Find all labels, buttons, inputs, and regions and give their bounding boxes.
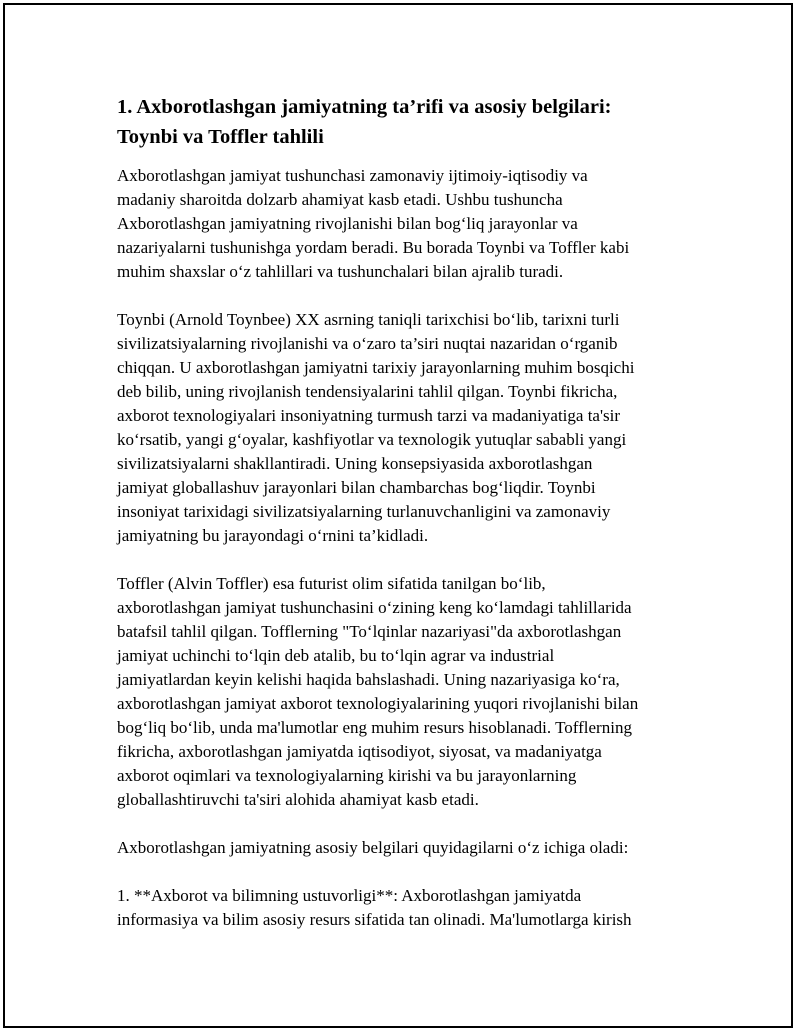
- document-title: 1. Axborotlashgan jamiyatning ta’rifi va asosiy belgilari: Toynbi va Toffler tahlili: [117, 96, 612, 148]
- paragraph-toynbee: Toynbi (Arnold Toynbee) XX asrning taniqli tarixchisi bo‘lib, tarixni turli sivilizatsiyalarning rivojlanishi va o‘zaro ta’siri nuqtai nazaridan o‘rganib chiqqan. U axborotlashgan jamiyatni tarixiy jarayonlarning muhim bosqichi deb bilib, uning rivojlanish tendensiyalarini tahlil qilgan. Toynbi fikricha, axborot texnologiyalari insoniyatning turmush tarzi va madaniyatiga ta'sir ko‘rsatib, yangi g‘oyalar, kashfiyotlar va texnologik yutuqlar sababli yangi sivilizatsiyalarni shakllantiradi. Uning konsepsiyasida axborotlashgan jamiyat globallashuv jarayonlari bilan chambarchas bog‘liqdir. Toynbi insoniyat tarixidagi sivilizatsiyalarning turlanuvchanligini va zamonaviy jamiyatning bu jarayondagi o‘rnini ta’kidladi.: [117, 310, 635, 545]
- paragraph-intro: Axborotlashgan jamiyat tushunchasi zamonaviy ijtimoiy-iqtisodiy va madaniy sharoitda dolzarb ahamiyat kasb etadi. Ushbu tushuncha Axborotlashgan jamiyatning rivojlanishi bilan bog‘liq jarayonlar va nazariyalarni tushunishga yordam beradi. Bu borada Toynbi va Toffler kabi muhim shaxslar o‘z tahlillari va tushunchalari bilan ajralib turadi.: [117, 166, 630, 281]
- paragraph-toffler: Toffler (Alvin Toffler) esa futurist olim sifatida tanilgan bo‘lib, axborotlashgan jamiyat tushunchasini o‘zining keng ko‘lamdagi tahlillarida batafsil tahlil qilgan. Tofflerning "To‘lqinlar nazariyasi"da axborotlashgan jamiyat uchinchi to‘lqin deb atalib, bu to‘lqin agrar va industrial jamiyatlardan keyin kelishi haqida bahslashadi. Uning nazariyasiga ko‘ra, axborotlashgan jamiyat axborot texnologiyalarining yuqori rivojlanishi bilan bog‘liq bo‘lib, unda ma'lumotlar eng muhim resurs hisoblanadi. Tofflerning fikricha, axborotlashgan jamiyatda iqtisodiyot, siyosat, va madaniyatga axborot oqimlari va texnologiyalarning kirishi va bu jarayonlarning globallashtiruvchi ta'siri alohida ahamiyat kasb etadi.: [117, 574, 639, 809]
- paragraph-features-intro: Axborotlashgan jamiyatning asosiy belgilari quyidagilarni o‘z ichiga oladi:: [117, 838, 629, 857]
- paragraph-feature-1: 1. **Axborot va bilimning ustuvorligi**: Axborotlashgan jamiyatda informasiya va bilim asosiy resurs sifatida tan olinadi. Ma'lumotlarga kirish: [117, 886, 632, 929]
- document-body: [117, 92, 697, 932]
